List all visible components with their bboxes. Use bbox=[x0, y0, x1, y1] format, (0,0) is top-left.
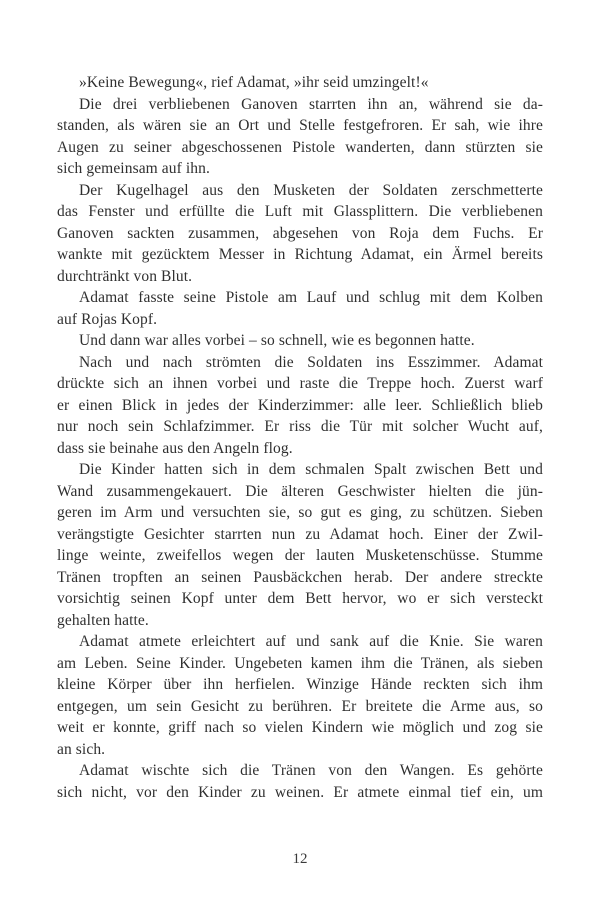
paragraph bbox=[57, 352, 543, 460]
paragraph bbox=[57, 631, 543, 760]
text-line: Augen zu seiner abgeschossenen Pistole wanderten, dann stürzten sie bbox=[57, 138, 543, 156]
text-line: Tränen tropften an seinen Pausbäckchen herab. Der andere streckte bbox=[57, 568, 543, 586]
page-number: 12 bbox=[292, 851, 308, 867]
text-line: auf Rojas Kopf. bbox=[57, 310, 158, 328]
paragraph bbox=[57, 287, 543, 330]
text-block bbox=[57, 72, 543, 803]
text-line: Nach und nach strömten die Soldaten ins Esszimmer. Adamat bbox=[79, 353, 543, 371]
text-line: er einen Blick in jedes der Kinderzimmer: alle leer. Schließlich blieb bbox=[57, 396, 543, 414]
paragraph bbox=[57, 760, 543, 803]
text-line: sich gemeinsam auf ihn. bbox=[57, 160, 210, 177]
text-line: Der Kugelhagel aus den Musketen der Soldaten zerschmetterte bbox=[79, 181, 543, 199]
text-line: verängstigte Gesichter starrten nun zu Adamat hoch. Einer der Zwil- bbox=[57, 525, 543, 543]
text-line: entgegen, um sein Gesicht zu berühren. Er breitete die Arme aus, so bbox=[57, 697, 543, 715]
text-line: am Leben. Seine Kinder. Ungebeten kamen ihm die Tränen, als sieben bbox=[57, 654, 543, 672]
text-line: Die drei verbliebenen Ganoven starrten ihn an, während sie da- bbox=[79, 95, 543, 113]
text-line: standen, als wären sie an Ort und Stelle festgefroren. Er sah, wie ihre bbox=[57, 117, 543, 134]
paragraph bbox=[57, 180, 543, 288]
text-line: Adamat atmete erleichtert auf und sank auf die Knie. Sie waren bbox=[79, 633, 543, 650]
text-line: an sich. bbox=[57, 740, 106, 758]
text-line: das Fenster und erfüllte die Luft mit Glassplittern. Die verbliebenen bbox=[57, 203, 543, 220]
text-line: Adamat fasste seine Pistole am Lauf und schlug mit dem Kolben bbox=[79, 289, 543, 306]
text-line: nur noch sein Schlafzimmer. Er riss die Tür mit solcher Wucht auf, bbox=[57, 418, 543, 435]
paragraph bbox=[57, 459, 543, 631]
text-line: dass sie beinahe aus den Angeln flog. bbox=[57, 439, 293, 457]
text-line: Adamat wischte sich die Tränen von den Wangen. Es gehörte bbox=[79, 762, 543, 779]
text-line: vorsichtig seinen Kopf unter dem Bett hervor, wo er sich versteckt bbox=[57, 590, 543, 607]
paragraph bbox=[57, 72, 543, 94]
paragraph bbox=[57, 330, 543, 352]
text-line: kleine Körper über ihn herfielen. Winzige Hände reckten sich ihm bbox=[57, 676, 543, 693]
text-line: drückte sich an ihnen vorbei und raste die Treppe hoch. Zuerst warf bbox=[57, 375, 543, 392]
text-line: geren im Arm und versuchten sie, so gut es ging, zu schützen. Sieben bbox=[57, 504, 543, 521]
text-line: sich nicht, vor den Kinder zu weinen. Er atmete einmal tief ein, um bbox=[57, 783, 543, 801]
text-line: gehalten hatte. bbox=[57, 611, 149, 629]
paragraph bbox=[57, 94, 543, 180]
text-line: linge weinte, zweifellos wegen der lauten Musketenschüsse. Stumme bbox=[57, 547, 543, 564]
text-line: wankte mit gezücktem Messer in Richtung Adamat, ein Ärmel bereits bbox=[57, 246, 543, 263]
text-line: Wand zusammengekauert. Die älteren Geschwister hielten die jün- bbox=[57, 482, 543, 500]
text-line: durchtränkt von Blut. bbox=[57, 267, 193, 285]
text-line: »Keine Bewegung«, rief Adamat, »ihr seid umzingelt!« bbox=[79, 74, 429, 91]
text-line: Die Kinder hatten sich in dem schmalen Spalt zwischen Bett und bbox=[79, 461, 543, 478]
text-line: Ganoven sackten zusammen, abgesehen von Roja dem Fuchs. Er bbox=[57, 224, 543, 242]
text-line: Und dann war alles vorbei – so schnell, wie es begonnen hatte. bbox=[79, 332, 475, 349]
text-line: weit er konnte, griff nach so vielen Kindern wie möglich und zog sie bbox=[57, 719, 543, 736]
